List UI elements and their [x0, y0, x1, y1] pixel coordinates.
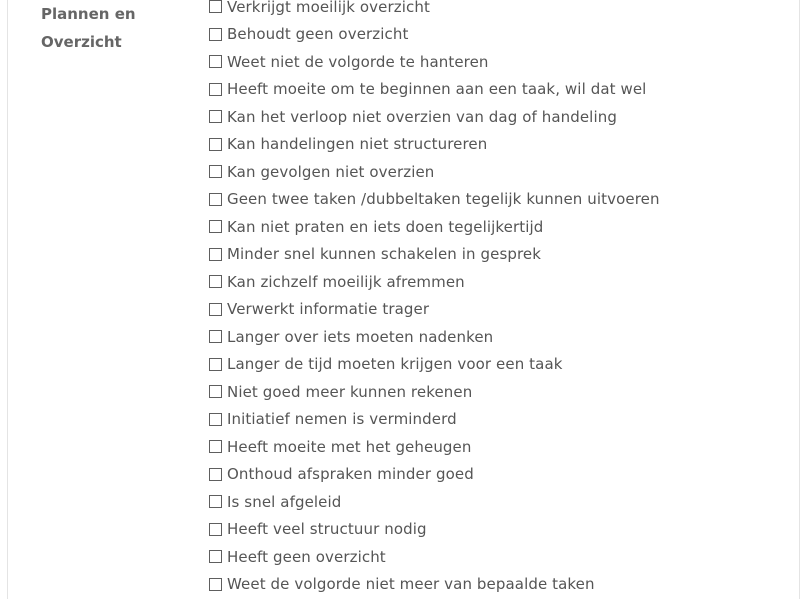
checkbox[interactable] [209, 0, 222, 13]
section-title-line-1: Plannen en [41, 5, 136, 23]
checkbox-item[interactable] [209, 48, 660, 76]
checkbox[interactable] [209, 495, 222, 508]
checkbox-label[interactable]: Niet goed meer kunnen rekenen [227, 382, 473, 401]
checkbox-label[interactable]: Minder snel kunnen schakelen in gesprek [227, 245, 542, 264]
checkbox-item[interactable] [209, 131, 660, 159]
checkbox-item[interactable] [209, 296, 660, 324]
checkbox-item[interactable] [209, 378, 660, 406]
form-panel [7, 0, 800, 599]
checkbox-item[interactable] [209, 268, 660, 296]
checkbox[interactable] [209, 248, 222, 261]
checkbox[interactable] [209, 550, 222, 563]
checkbox[interactable] [209, 55, 222, 68]
checkbox-item[interactable] [209, 76, 660, 104]
checkbox[interactable] [209, 28, 222, 41]
checkbox-item[interactable] [209, 461, 660, 489]
checkbox-label[interactable]: Kan zichzelf moeilijk afremmen [227, 272, 465, 291]
checkbox-label[interactable]: Verwerkt informatie trager [227, 300, 430, 319]
checkbox-label[interactable]: Initiatief nemen is verminderd [227, 410, 457, 429]
checkbox[interactable] [209, 330, 222, 343]
checkbox-item[interactable] [209, 488, 660, 516]
checkbox-label[interactable]: Verkrijgt moeilijk overzicht [227, 0, 430, 16]
checkbox-label[interactable]: Geen twee taken /dubbeltaken tegelijk kunnen uitvoeren [227, 190, 660, 209]
checkbox-item[interactable] [209, 406, 660, 434]
checkbox-label[interactable]: Heeft geen overzicht [227, 547, 386, 566]
checkbox[interactable] [209, 578, 222, 591]
checkbox-label[interactable]: Weet de volgorde niet meer van bepaalde taken [227, 575, 595, 594]
checkbox[interactable] [209, 275, 222, 288]
checkbox-item[interactable] [209, 158, 660, 186]
section-title-line-2: Overzicht [41, 32, 122, 51]
checkbox[interactable] [209, 138, 222, 151]
checkbox[interactable] [209, 440, 222, 453]
checkbox[interactable] [209, 385, 222, 398]
checkbox-label[interactable]: Onthoud afspraken minder goed [227, 465, 474, 484]
checkbox-item[interactable] [209, 0, 660, 21]
checkbox[interactable] [209, 110, 222, 123]
checkbox[interactable] [209, 523, 222, 536]
checkbox[interactable] [209, 220, 222, 233]
checkbox-item[interactable] [209, 213, 660, 241]
checkbox-item[interactable] [209, 433, 660, 461]
checkbox[interactable] [209, 193, 222, 206]
checkbox[interactable] [209, 303, 222, 316]
section-title [41, 1, 191, 56]
checkbox-list [209, 0, 660, 598]
checkbox-label[interactable]: Heeft moeite met het geheugen [227, 437, 472, 456]
checkbox-label[interactable]: Heeft moeite om te beginnen aan een taak, wil dat wel [227, 80, 647, 99]
checkbox-item[interactable] [209, 516, 660, 544]
checkbox-item[interactable] [209, 351, 660, 379]
checkbox-label[interactable]: Is snel afgeleid [227, 492, 342, 511]
checkbox-label[interactable]: Weet niet de volgorde te hanteren [227, 52, 489, 71]
checkbox-label[interactable]: Kan het verloop niet overzien van dag of handeling [227, 107, 617, 126]
checkbox-label[interactable]: Kan gevolgen niet overzien [227, 162, 435, 181]
checkbox-label[interactable]: Langer de tijd moeten krijgen voor een taak [227, 355, 563, 374]
checkbox-item[interactable] [209, 323, 660, 351]
checkbox-item[interactable] [209, 543, 660, 571]
checkbox-item[interactable] [209, 186, 660, 214]
checkbox-item[interactable] [209, 21, 660, 49]
checkbox-label[interactable]: Langer over iets moeten nadenken [227, 327, 494, 346]
checkbox[interactable] [209, 358, 222, 371]
checkbox-label[interactable]: Kan niet praten en iets doen tegelijkertijd [227, 217, 544, 236]
checkbox-item[interactable] [209, 571, 660, 599]
checkbox-label[interactable]: Heeft veel structuur nodig [227, 520, 427, 539]
checkbox-item[interactable] [209, 241, 660, 269]
checkbox-label[interactable]: Kan handelingen niet structureren [227, 135, 488, 154]
checkbox-label[interactable]: Behoudt geen overzicht [227, 25, 409, 44]
checkbox-item[interactable] [209, 103, 660, 131]
checkbox[interactable] [209, 413, 222, 426]
checkbox[interactable] [209, 83, 222, 96]
checkbox[interactable] [209, 165, 222, 178]
checkbox[interactable] [209, 468, 222, 481]
